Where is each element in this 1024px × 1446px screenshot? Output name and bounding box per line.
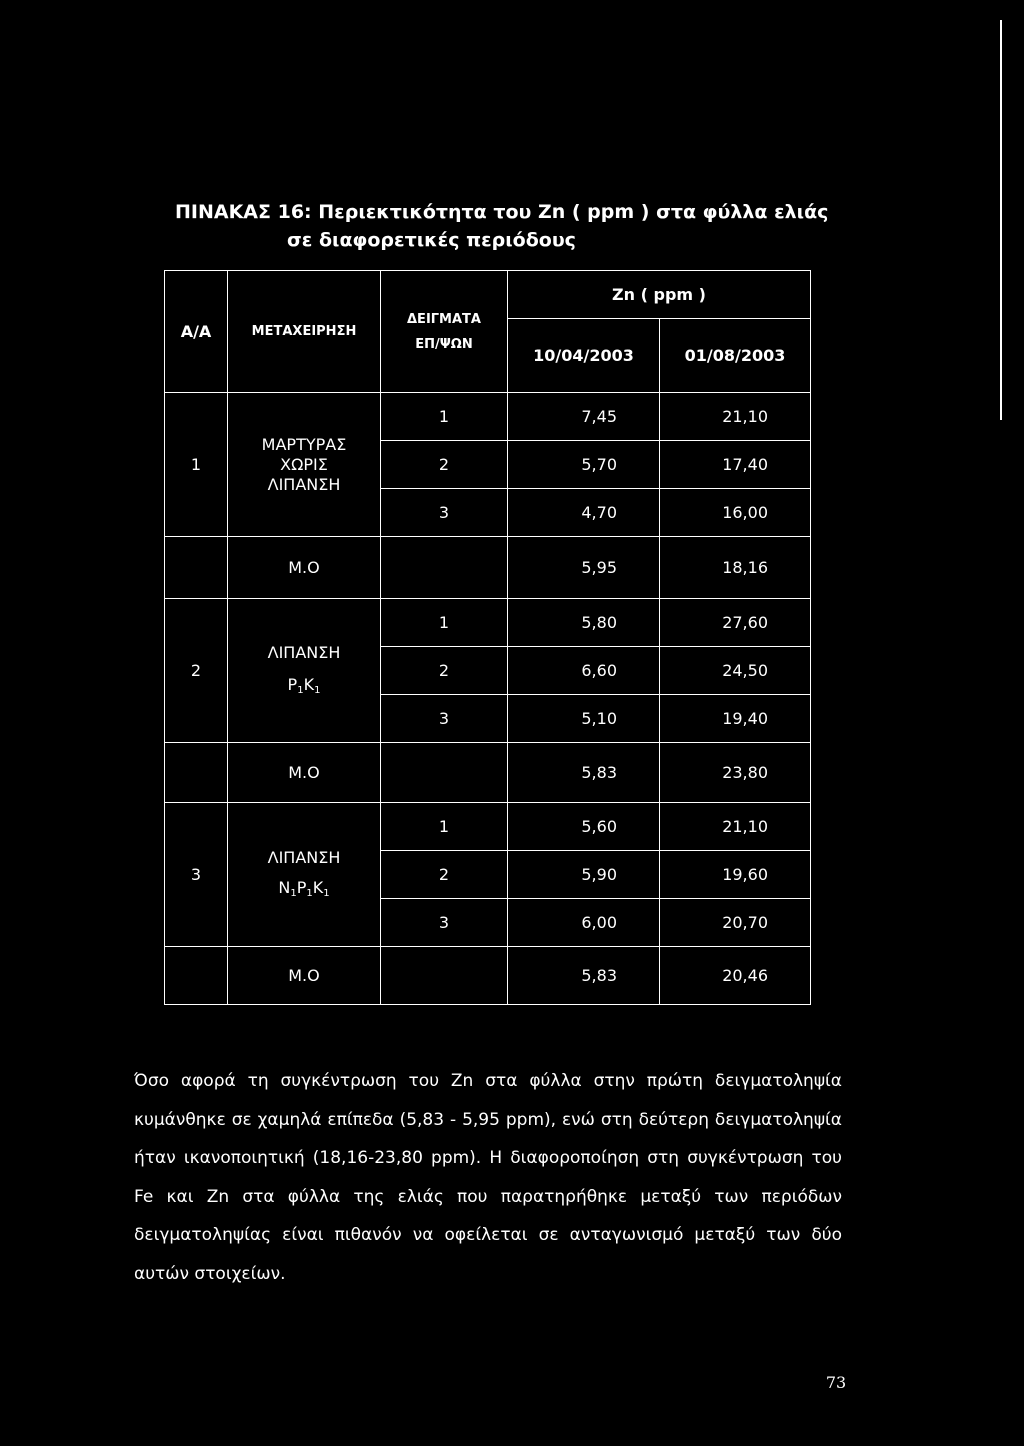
discussion-paragraph: [134, 1062, 842, 1293]
treatment-line: ΧΩΡΙΣ: [280, 454, 328, 474]
treatment-line: ΛΙΠΑΝΣΗ: [267, 474, 341, 494]
mean-date2: 18,16: [660, 537, 811, 599]
treatment-formula: [228, 878, 380, 901]
mean-date2: 23,80: [660, 743, 811, 803]
header-samples-line1: ΔΕΙΓΜΑΤΑ: [407, 311, 481, 327]
header-zn: Zn ( ppm ): [508, 271, 811, 319]
header-date1: 10/04/2003: [508, 319, 660, 393]
group-number: 3: [165, 803, 228, 947]
sample-number: 2: [381, 647, 508, 695]
mean-row-spacer: [165, 743, 228, 803]
mean-row-spacer: [381, 537, 508, 599]
paragraph-text: Όσο αφορά τη συγκέντρωση του Zn στα φύλλα στην πρώτη δειγματοληψία κυμάνθηκε σε χαμηλά επίπεδα (5,83 - 5,95 ppm), ενώ στη δεύτερη δειγματοληψία ήταν ικανοποιητική (18,16-23,80 ppm). Η διαφοροποίηση στη συγκέντρωση του Fe και Zn στα φύλλα της ελιάς που παρατηρήθηκε μεταξύ των περιόδων δειγματοληψίας είναι πιθανόν να οφείλεται σε ανταγωνισμό μεταξύ των δύο αυτών στοιχείων.: [134, 1071, 842, 1284]
formula-subscript: 1: [323, 888, 330, 899]
value-date2: 20,70: [660, 899, 811, 947]
formula-subscript: 1: [306, 888, 313, 899]
value-date2: 21,10: [660, 393, 811, 441]
header-samples: [381, 271, 508, 393]
group-number: 1: [165, 393, 228, 537]
header-samples-line2: ΕΠ/ΨΩΝ: [415, 336, 473, 352]
mean-date1: 5,83: [508, 743, 660, 803]
mean-date1: 5,95: [508, 537, 660, 599]
value-date1: 5,70: [508, 441, 660, 489]
value-date2: 19,60: [660, 851, 811, 899]
sample-number: 1: [381, 803, 508, 851]
value-date2: 17,40: [660, 441, 811, 489]
mean-label: Μ.Ο: [228, 947, 381, 1005]
treatment-formula: [228, 675, 380, 698]
mean-label: Μ.Ο: [228, 743, 381, 803]
mean-date2: 20,46: [660, 947, 811, 1005]
treatment-line: ΛΙΠΑΝΣΗ: [267, 848, 341, 867]
treatment-line: ΜΑΡΤΥΡΑΣ: [261, 434, 347, 454]
zn-table: [164, 270, 811, 1005]
formula-subscript: 1: [297, 685, 304, 696]
header-date2: 01/08/2003: [660, 319, 811, 393]
header-treatment: ΜΕΤΑΧΕΙΡΗΣΗ: [228, 271, 381, 393]
value-date1: 7,45: [508, 393, 660, 441]
sample-number: 1: [381, 599, 508, 647]
value-date1: 6,00: [508, 899, 660, 947]
group-number: 2: [165, 599, 228, 743]
mean-row-spacer: [165, 947, 228, 1005]
value-date2: 21,10: [660, 803, 811, 851]
formula-element: K: [303, 675, 315, 694]
table-title-line2: σε διαφορετικές περιόδους: [287, 229, 576, 251]
value-date1: 5,90: [508, 851, 660, 899]
value-date1: 6,60: [508, 647, 660, 695]
scan-edge-line: [1000, 20, 1002, 420]
page-number: 73: [825, 1373, 847, 1392]
sample-number: 2: [381, 851, 508, 899]
formula-element: P: [287, 675, 298, 694]
group-treatment: [228, 599, 381, 743]
group-treatment: [228, 393, 381, 537]
value-date1: 5,60: [508, 803, 660, 851]
value-date1: 5,80: [508, 599, 660, 647]
formula-element: K: [312, 878, 324, 897]
table-title: [175, 198, 875, 254]
mean-row-spacer: [165, 537, 228, 599]
table-title-line1: ΠΙΝΑΚΑΣ 16: Περιεκτικότητα του Zn ( ppm ) στα φύλλα ελιάς: [175, 201, 829, 223]
group-treatment: [228, 803, 381, 947]
mean-row-spacer: [381, 743, 508, 803]
value-date2: 24,50: [660, 647, 811, 695]
sample-number: 2: [381, 441, 508, 489]
value-date1: 4,70: [508, 489, 660, 537]
treatment-line: ΛΙΠΑΝΣΗ: [267, 643, 341, 662]
header-aa: Α/Α: [165, 271, 228, 393]
value-date2: 19,40: [660, 695, 811, 743]
sample-number: 1: [381, 393, 508, 441]
formula-element: P: [296, 878, 307, 897]
value-date2: 16,00: [660, 489, 811, 537]
value-date1: 5,10: [508, 695, 660, 743]
mean-label: Μ.Ο: [228, 537, 381, 599]
sample-number: 3: [381, 489, 508, 537]
formula-subscript: 1: [314, 685, 321, 696]
sample-number: 3: [381, 695, 508, 743]
sample-number: 3: [381, 899, 508, 947]
formula-subscript: 1: [290, 888, 297, 899]
mean-date1: 5,83: [508, 947, 660, 1005]
formula-element: N: [278, 878, 291, 897]
mean-row-spacer: [381, 947, 508, 1005]
value-date2: 27,60: [660, 599, 811, 647]
